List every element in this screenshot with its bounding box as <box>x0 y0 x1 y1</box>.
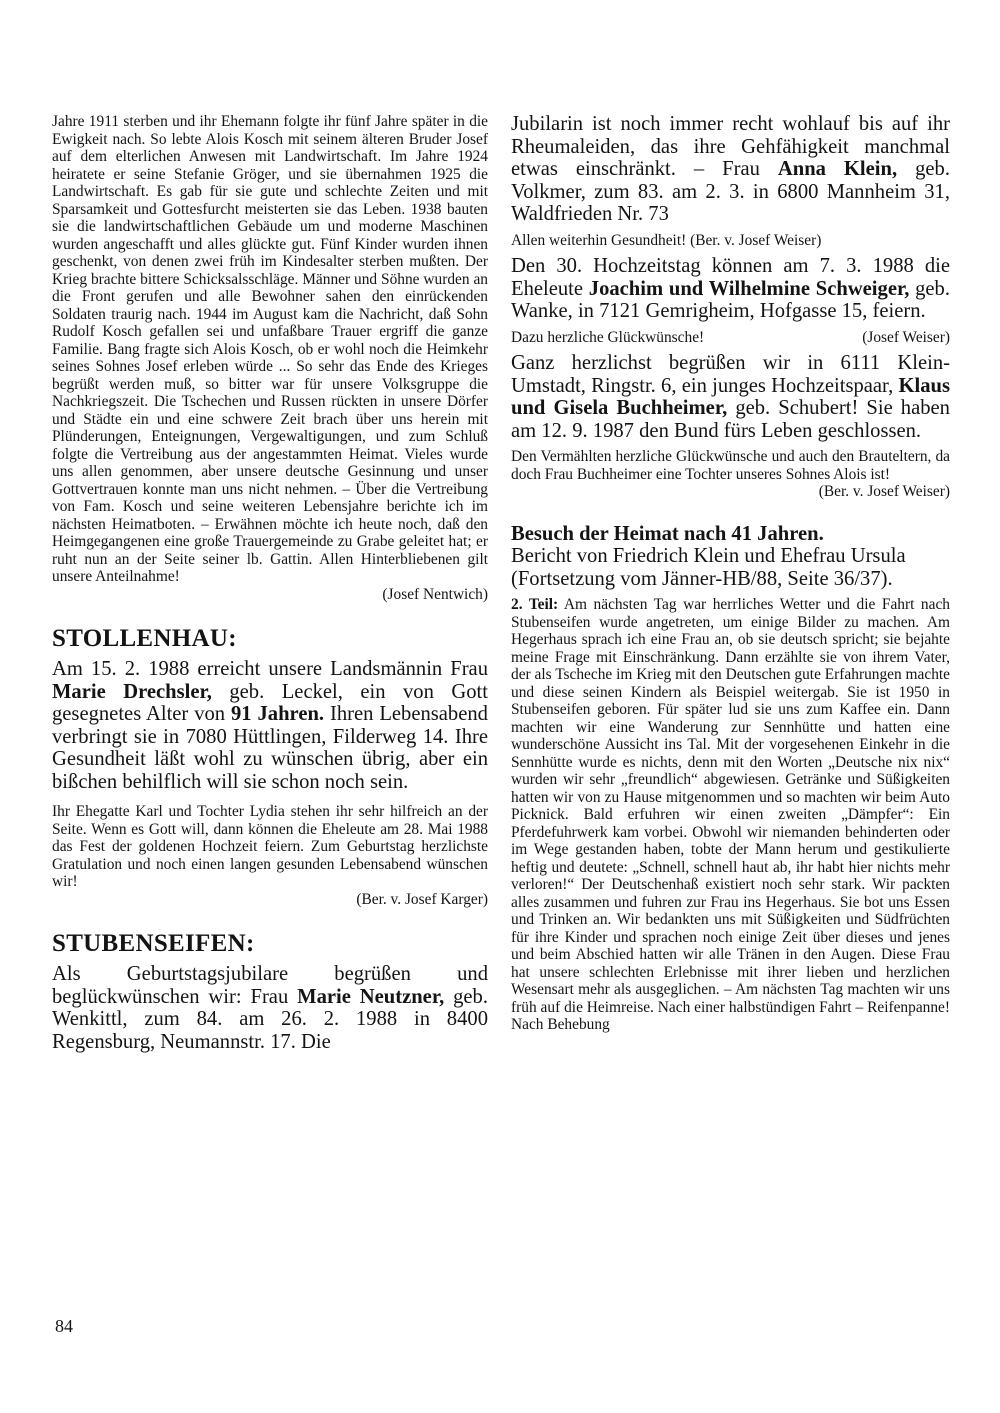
obituary-signature: (Josef Nentwich) <box>382 585 488 603</box>
stubenseifen-birthday-text: Als Geburtstagsjubilare begrüßen und beglückwünschen wir: Frau Marie Neutzner, geb. Wenkittl, zum 84. am 26. 2. 1988 in 8400 Regensburg, Neumannstr. 17. Die <box>52 963 489 1053</box>
stollenhau-details: Ihr Ehegatte Karl und Tochter Lydia stehen ihr sehr hilfreich an der Seite. Wenn es Gott will, dann können die Eheleute am 28. Mai 1988 das Fest der goldenen Hochzeit feiern. Zum Geburtstag herzlichste Gratulation und noch einen langen gesunden Lebensabend wünschen wir! <box>52 803 488 890</box>
article-title: Besuch der Heimat nach 41 Jahren. <box>511 522 824 545</box>
section-heading-stubenseifen: STUBENSEIFEN: <box>52 930 255 957</box>
wedding-anniversary-text: Den 30. Hochzeitstag können am 7. 3. 1988 die Eheleute Joachim und Wilhelmine Schweiger, geb. Wanke, in 7121 Gemrigheim, Hofgasse 15, feiern. <box>511 255 950 322</box>
left-column <box>52 113 488 1053</box>
birthday-wishes: Allen weiterhin Gesundheit! (Ber. v. Josef Weiser) <box>511 231 822 249</box>
right-column <box>511 113 950 1034</box>
birthday-name: Marie Neutzner, <box>297 985 445 1008</box>
newlywed-wishes: Den Vermählten herzliche Glückwünsche und auch den Brauteltern, da doch Frau Buchheimer eine Tochter unseres Sohnes Alois ist! <box>511 448 950 483</box>
wedding-wishes: Dazu herzliche Glückwünsche! (Josef Weiser) <box>511 328 950 346</box>
part-label: 2. Teil: <box>511 596 559 613</box>
couple-names: Klaus und Gisela Buchheimer, <box>511 374 950 419</box>
wedding-signature: (Josef Weiser) <box>862 328 950 346</box>
stollenhau-signature: (Ber. v. Josef Karger) <box>356 890 488 908</box>
birthday-name: Anna Klein, <box>777 158 898 180</box>
birthday-continuation: Jubilarin ist noch immer recht wohlauf bis auf ihr Rheumaleiden, das ihre Gehfähigkeit manchmal etwas einschränkt. – Frau Anna Klein, geb. Volkmer, zum 83. am 2. 3. in 6800 Mannheim 31, Waldfrieden Nr. 73 <box>511 113 950 225</box>
newlywed-signature: (Ber. v. Josef Weiser) <box>818 483 950 500</box>
article-subtitle: Bericht von Friedrich Klein und Ehefrau Ursula (Fortsetzung vom Jänner-HB/88, Seite 36/37). <box>511 545 906 590</box>
birthday-age: 91 Jahren. <box>231 703 325 725</box>
article-body: 2. Teil: Am nächsten Tag war herrliches Wetter und die Fahrt nach Stubenseifen wurde angetreten, um einige Bilder zu machen. Am Hegerhaus sprach ich eine Frau an, ob sie deutsch spricht; sie bejahte meine Frage mit Einschränkung. Dann erzählte sie von ihrem Vater, der als Tscheche im Krieg mit den Deutschen gute Erfahrungen machte und diese seinen Kindern als Beispiel weitergab. Sie ist 1950 in Stubenseifen geboren. Für später lud sie uns zum Kaffee ein. Dann machten wir eine Wanderung zur Sennhütte und hatten eine wunderschöne Aussicht ins Tal. Mit der vorgesehenen Einkehr in die Sennhütte wurde es nichts, denn mit den Worten „Deutsche nix nix“ wurden wir sehr „freundlich“ abgewiesen. Getränke und Süßigkeiten hatten wir von zu Hause mitgenommen und so machten wir beim Auto Picknick. Bald erfuhren wir einen zweiten „Dämpfer“: Ein Pferdefuhrwerk kam vorbei. Obwohl wir niemanden behinderten oder im Wege gestanden haben, tobte der Mann herum und gestikulierte heftig und deutete: „Schnell, schnell haut ab, ihr habt hier nichts mehr verloren!“ Der Deutschenhaß existiert noch sehr stark. Wir packten alles zusammen und fuhren zur Frau ins Hegerhaus. Sie bot uns Essen und Trinken an. Wir bedankten uns mit Süßigkeiten und Südfrüchten für ihre Kinder und sprachen noch einige Zeit über dieses und jenes und beim Abschied hatten wir alle Tränen in den Augen. Diese Frau hat unsere schlechten Erlebnisse mit ihrer lieben und herzlichen Wesensart mehr als ausgeglichen. – Am nächsten Tag machten wir uns früh auf die Heimreise. Nach einer halbstündigen Fahrt – Reifenpanne! Nach Behebung <box>511 596 950 1033</box>
section-heading-stollenhau: STOLLENHAU: <box>52 625 237 652</box>
stollenhau-birthday-text: Am 15. 2. 1988 erreicht unsere Landsmännin Frau Marie Drechsler, geb. Leckel, ein von Gott gesegnetes Alter von 91 Jahren. Ihren Lebensabend verbringt sie in 7080 Hüttlingen, Filderweg 14. Ihre Gesundheit läßt wohl zu wünschen übrig, aber ein bißchen behilflich will sie schon noch sein. <box>52 658 488 793</box>
obituary-paragraph: Jahre 1911 sterben und ihr Ehemann folgte ihr fünf Jahre später in die Ewigkeit nach. So lebte Alois Kosch mit seinem älteren Bruder Josef auf dem elterlichen Anwesen mit Landwirtschaft. Im Jahre 1924 heiratete er seine Stefanie Gröger, und sie übernahmen 1925 die Landwirtschaft. Es gab für sie gute und schlechte Zeiten und mit Sparsamkeit und Gottesfurcht meisterten sie das Leben. 1938 bauten sie die landwirtschaftlichen Gebäude um und moderne Maschinen wurden angeschafft und alles glückte gut. Fünf Kinder wurden ihnen geschenkt, von denen zwei früh im Kindesalter sterben mußten. Der Krieg brachte bittere Schicksalsschläge. Männer und Söhne wurden an die Front gerufen und alle Bewohner sahen den einrückenden Soldaten traurig nach. 1944 im August kam die Nachricht, daß Sohn Rudolf Kosch gefallen sei und unfaßbare Trauer ergriff die ganze Familie. Bang fragte sich Alois Kosch, ob er wohl noch die Heimkehr seines Sohnes Josef erleben würde ... So sehr das Ende des Krieges begrüßt werden muß, so bitter war für unsere Volksgruppe die Nachkriegszeit. Die Tschechen und Russen rückten in unsere Dörfer und Städte ein und eine schwere Zeit brach über uns herein mit Plünderungen, Enteignungen, Vergewaltigungen, und zum Schluß folgte die Vertreibung aus der angestammten Heimat. Vieles wurde uns allen genommen, aber unsere deutsche Gesinnung und unser Gottvertrauen konnte man uns nicht nehmen. – Über die Vertreibung von Fam. Kosch und seine weiteren Lebensjahre berichte ich im nächsten Heimatboten. – Erwähnen möchte ich heute noch, daß den Heimgegangenen eine große Trauergemeinde zu Grabe geleitet hat; er ruht nun an der Seite seiner lb. Gattin. Allen Hinterbliebenen gilt unsere Anteilnahme! <box>52 113 488 585</box>
newlywed-greeting-text: Ganz herzlichst begrüßen wir in 6111 Klein-Umstadt, Ringstr. 6, ein junges Hochzeitspaar, Klaus und Gisela Buchheimer, geb. Schubert! Sie haben am 12. 9. 1987 den Bund fürs Leben geschlossen. <box>511 352 950 442</box>
couple-names: Joachim und Wilhelmine Schweiger, <box>588 277 910 300</box>
birthday-name: Marie Drechsler, <box>52 680 212 703</box>
page-number: 84 <box>55 1316 73 1336</box>
